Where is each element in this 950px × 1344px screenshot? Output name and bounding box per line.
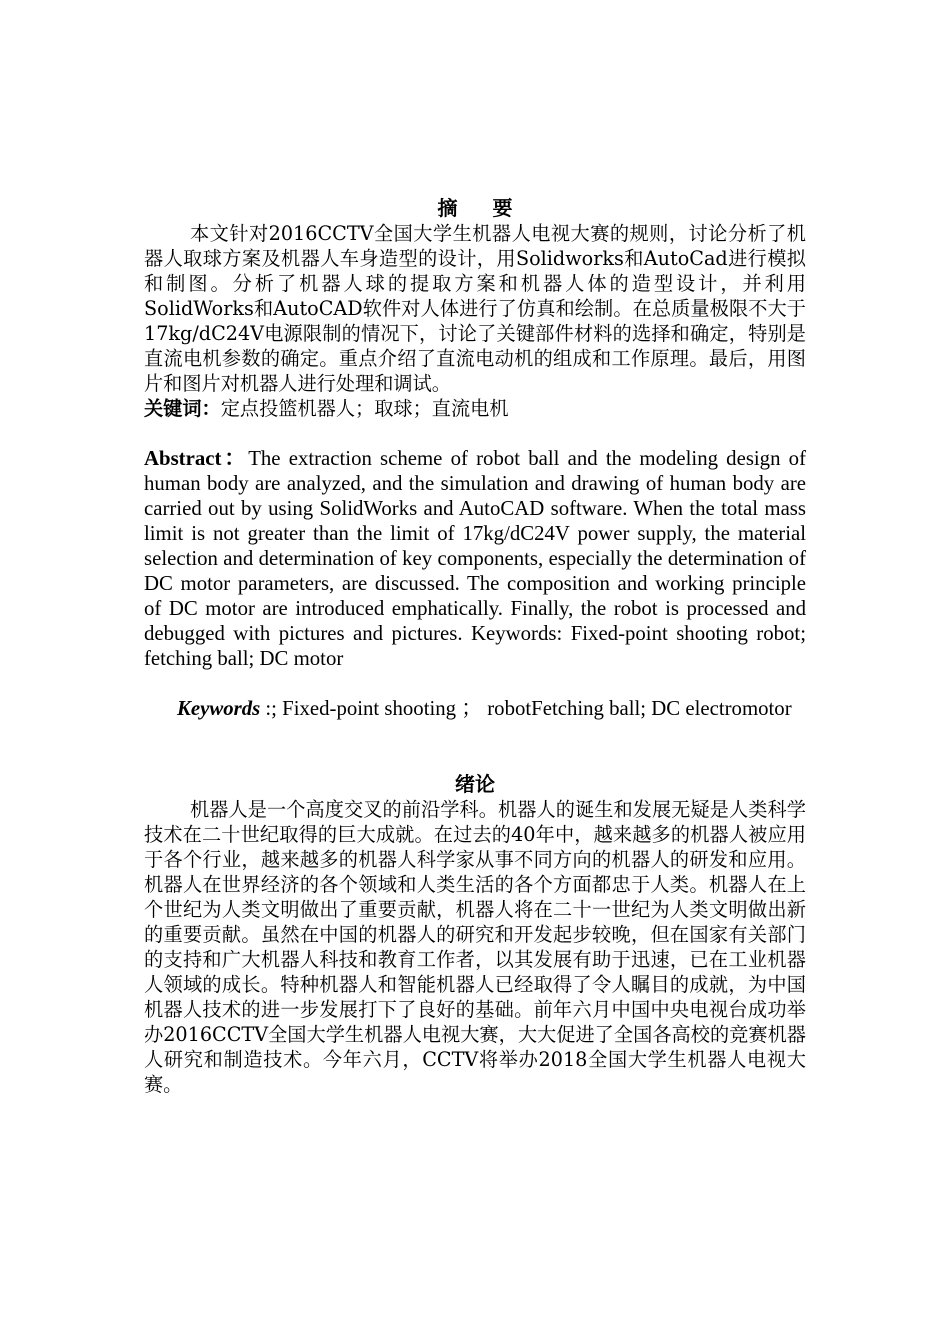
keywords-en	[144, 696, 806, 721]
introduction-body: 机器人是一个高度交叉的前沿学科。机器人的诞生和发展无疑是人类科学技术在二十世纪取得的巨大成就。在过去的40年中，越来越多的机器人被应用于各个行业，越来越多的机器人科学家从事不同方向的机器人的研发和应用。机器人在世界经济的各个领域和人类生活的各个方面都忠于人类。机器人在上个世纪为人类文明做出了重要贡献，机器人将在二十一世纪为人类文明做出新的重要贡献。虽然在中国的机器人的研究和开发起步较晚，但在国家有关部门的支持和广大机器人科技和教育工作者，以其发展有助于迅速，已在工业机器人领域的成长。特种机器人和智能机器人已经取得了令人瞩目的成就，为中国机器人技术的进一步发展打下了良好的基础。前年六月中国中央电视台成功举办2016CCTV全国大学生机器人电视大赛，大大促进了全国各高校的竞赛机器人研究和制造技术。今年六月，CCTV将举办2018全国大学生机器人电视大赛。	[144, 798, 806, 1096]
document-page	[144, 196, 806, 1097]
abstract-cn-title: 摘 要	[437, 196, 527, 220]
keywords-cn-text: 定点投篮机器人；取球；直流电机	[220, 397, 509, 420]
keywords-cn-label: 关键词：	[144, 397, 221, 420]
abstract-cn-body: 本文针对2016CCTV全国大学生机器人电视大赛的规则，讨论分析了机器人取球方案及机器人车身造型的设计，用Solidworks和AutoCad进行模拟和制图。分析了机器人球的提取方案和机器人体的造型设计，并利用SolidWorks和AutoCAD软件对人体进行了仿真和绘制。在总质量极限不大于17kg/dC24V电源限制的情况下，讨论了关键部件材料的选择和确定，特别是直流电机参数的确定。重点介绍了直流电动机的组成和工作原理。最后，用图片和图片对机器人进行处理和调试。	[144, 222, 806, 395]
keywords-en-text: :; Fixed-point shooting ； robotFetching ball; DC electromotor	[260, 697, 792, 720]
abstract-en-body: The extraction scheme of robot ball and the modeling design of human body are analyzed, and the simulation and drawing of human body are carried out by using SolidWorks and AutoCAD software. When the total mass limit is not greater than the limit of 17kg/dC24V power supply, the material selection and determination of key components, especially the determination of DC motor parameters, are discussed. The composition and working principle of DC motor are introduced emphatically. Finally, the robot is processed and debugged with pictures and pictures. Keywords: Fixed-point shooting robot; fetching ball; DC motor	[144, 447, 807, 670]
introduction-title: 绪论	[455, 772, 495, 796]
keywords-cn	[144, 396, 806, 421]
abstract-en-label: Abstract：	[144, 447, 249, 470]
abstract-en	[144, 446, 806, 671]
keywords-en-label: Keywords	[177, 697, 261, 720]
